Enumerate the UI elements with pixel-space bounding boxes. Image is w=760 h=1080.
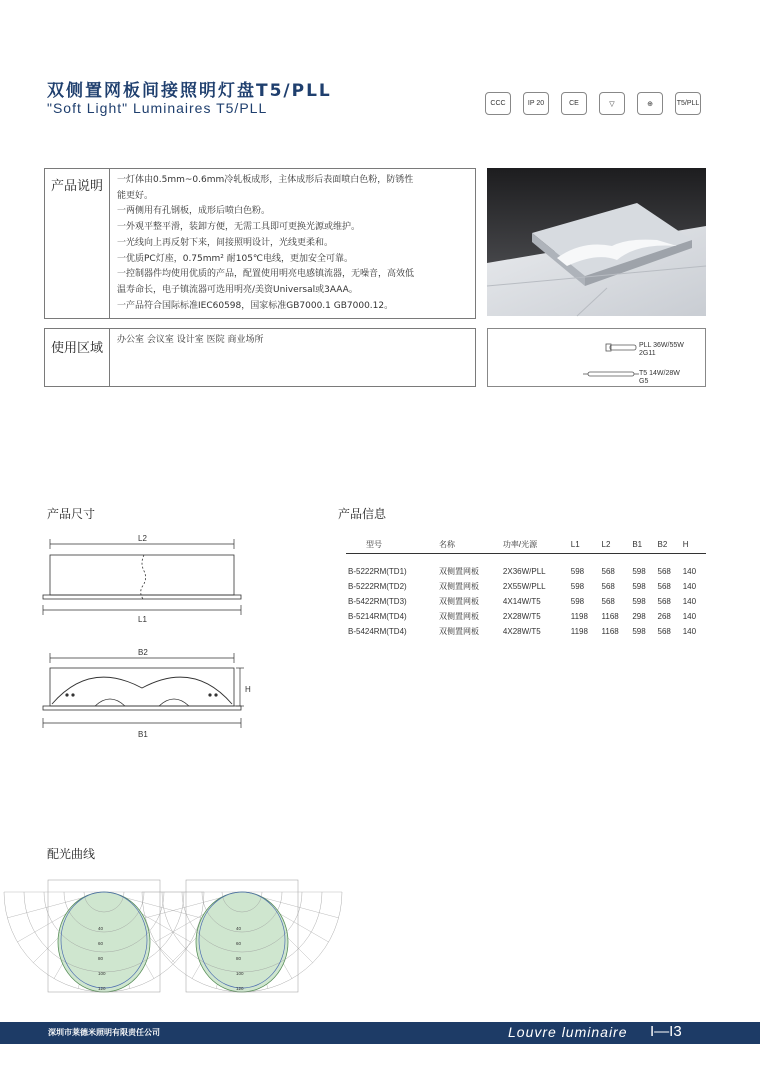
product-photo [487, 168, 706, 316]
usage-label: 使用区域 [45, 329, 110, 386]
cell-h: 140 [682, 626, 697, 636]
cell-name: 双侧置网板 [439, 566, 480, 576]
cell-name: 双侧置网板 [439, 626, 480, 636]
cell-b1: 598 [632, 626, 646, 636]
chart-ring-label: 60 [236, 941, 242, 946]
cell-b1: 298 [632, 611, 646, 621]
product-info-title: 产品信息 [338, 507, 387, 521]
col-l1: L1 [569, 537, 600, 554]
cell-b2: 568 [657, 581, 671, 591]
description-line: 一光线向上再反射下来，间接照明设计，光线更柔和。 [117, 237, 334, 248]
cell-l2: 1168 [601, 626, 619, 636]
t5-lamp-icon [583, 372, 639, 376]
col-l2: L2 [600, 537, 631, 554]
lamp-types-box [487, 328, 706, 387]
product-info-table [346, 537, 706, 639]
chart-ring-label: 40 [236, 926, 242, 931]
col-model: 型号 [346, 537, 437, 554]
b1-label: B1 [138, 730, 148, 739]
col-b1: B1 [630, 537, 655, 554]
cell-l2: 568 [601, 596, 615, 606]
cell-model: B-5424RM(TD4) [348, 626, 407, 636]
table-row [346, 609, 706, 624]
cell-h: 140 [682, 596, 697, 606]
col-power: 功率/光源 [501, 537, 569, 554]
usage-text: 办公室 会议室 设计室 医院 商业场所 [117, 335, 264, 345]
lamp-t5 [639, 370, 695, 386]
cell-b2: 568 [657, 566, 671, 576]
cell-h: 140 [682, 566, 697, 576]
cell-model: B-5214RM(TD4) [348, 611, 407, 621]
polar-curve-chart-2 [182, 872, 302, 1004]
footer-tagline: Louvre luminaire [508, 1024, 628, 1040]
cell-h: 140 [682, 581, 697, 591]
chart-ring-label: 100 [236, 971, 244, 976]
cell-power: 2X28W/T5 [502, 611, 541, 621]
cell-name: 双侧置网板 [439, 596, 480, 606]
ce-icon: CE [561, 92, 587, 115]
light-distribution-curve [58, 892, 150, 992]
table-row [346, 579, 706, 594]
chart-ring-label: 120 [236, 986, 244, 991]
description-text [117, 173, 469, 314]
col-name: 名称 [437, 537, 501, 554]
cell-l2: 568 [601, 566, 615, 576]
lamp-pll [639, 342, 695, 358]
cell-b2: 268 [657, 611, 671, 621]
table-header-row [346, 537, 706, 554]
cell-model: B-5222RM(TD1) [348, 566, 407, 576]
lamp-t5-base: G5 [639, 378, 649, 385]
cell-l2: 568 [601, 581, 615, 591]
description-box [44, 168, 476, 319]
table-row [346, 624, 706, 639]
cell-name: 双侧置网板 [439, 581, 480, 591]
luminaire-photo-drawing [487, 168, 706, 316]
cell-l1: 598 [570, 581, 585, 591]
col-h: H [681, 537, 706, 554]
cell-name: 双侧置网板 [439, 611, 480, 621]
cell-l1: 1198 [570, 611, 588, 621]
photometric-title: 配光曲线 [47, 847, 96, 861]
chart-ring-label: 60 [98, 941, 104, 946]
footer-bar [0, 1022, 760, 1044]
cell-l1: 598 [570, 596, 585, 606]
dimension-drawing [40, 530, 251, 745]
description-line: 一外观平整平滑，装卸方便，无需工具即可更换光源或维护。 [117, 222, 361, 233]
f-mark-icon: ▽ [599, 92, 625, 115]
page-title-en: "Soft Light" Luminaires T5/PLL [47, 100, 268, 116]
ground-icon: ⊕ [637, 92, 663, 115]
polar-curve-chart-1 [44, 872, 164, 1004]
footer-company: 深圳市莱德米照明有限责任公司 [48, 1028, 160, 1037]
description-line: 能更好。 [117, 190, 154, 201]
cell-l1: 598 [570, 566, 585, 576]
page-number: I—I3 [650, 1023, 682, 1040]
chart-ring-label: 80 [98, 956, 104, 961]
certification-icons [485, 92, 701, 115]
cell-model: B-5422RM(TD3) [348, 596, 407, 606]
dimensions-title: 产品尺寸 [47, 507, 96, 521]
cell-b1: 598 [632, 581, 646, 591]
description-line: 一两侧用有孔钢板，成形后喷白色粉。 [117, 206, 271, 217]
cell-power: 4X14W/T5 [502, 596, 541, 606]
page-title-cn: 双侧置网板间接照明灯盘T5/PLL [47, 81, 332, 101]
cell-l2: 1168 [601, 611, 619, 621]
chart-ring-label: 120 [98, 986, 106, 991]
description-line: 温寿命长，电子镇流器可选用明亮/美资Universal或3AAA。 [117, 284, 358, 295]
description-line: 一灯体由0.5mm~0.6mm冷轧板成形，主体成形后表面喷白色粉，防锈性 [117, 175, 414, 185]
ip20-icon: IP 20 [523, 92, 549, 115]
h-label: H [245, 685, 251, 694]
table-row [346, 564, 706, 579]
l2-label: L2 [138, 534, 147, 543]
chart-ring-label: 40 [98, 926, 104, 931]
b2-label: B2 [138, 648, 148, 657]
description-line: 一产品符合国际标准IEC60598，国家标准GB7000.1 GB7000.12。 [117, 300, 394, 311]
description-line: 一优质PC灯座，0.75mm² 耐105℃电线，更加安全可靠。 [117, 253, 354, 264]
usage-box [44, 328, 476, 387]
lamp-pll-name: PLL 36W/55W [639, 342, 684, 349]
cell-model: B-5222RM(TD2) [348, 581, 407, 591]
lamp-pll-base: 2G11 [639, 350, 656, 357]
chart-ring-label: 100 [98, 971, 106, 976]
cell-b1: 598 [632, 596, 646, 606]
table-row [346, 594, 706, 609]
cell-power: 2X55W/PLL [502, 581, 546, 591]
lamp-t5-name: T5 14W/28W [639, 370, 680, 377]
cell-l1: 1198 [570, 626, 588, 636]
cell-h: 140 [682, 611, 697, 621]
ccc-icon: CCC [485, 92, 511, 115]
chart-ring-label: 80 [236, 956, 242, 961]
pll-lamp-icon [606, 344, 636, 351]
l1-label: L1 [138, 615, 147, 624]
description-label: 产品说明 [45, 169, 110, 318]
col-b2: B2 [656, 537, 681, 554]
cell-b1: 598 [632, 566, 646, 576]
cell-b2: 568 [657, 626, 671, 636]
light-distribution-curve [196, 892, 288, 992]
cell-b2: 568 [657, 596, 671, 606]
lamp-type-icon: T5/PLL [675, 92, 701, 115]
cell-power: 4X28W/T5 [502, 626, 541, 636]
cell-power: 2X36W/PLL [502, 566, 546, 576]
description-line: 一控制器件均使用优质的产品，配置使用明亮电感镇流器，无噪音，高效低 [117, 269, 415, 280]
